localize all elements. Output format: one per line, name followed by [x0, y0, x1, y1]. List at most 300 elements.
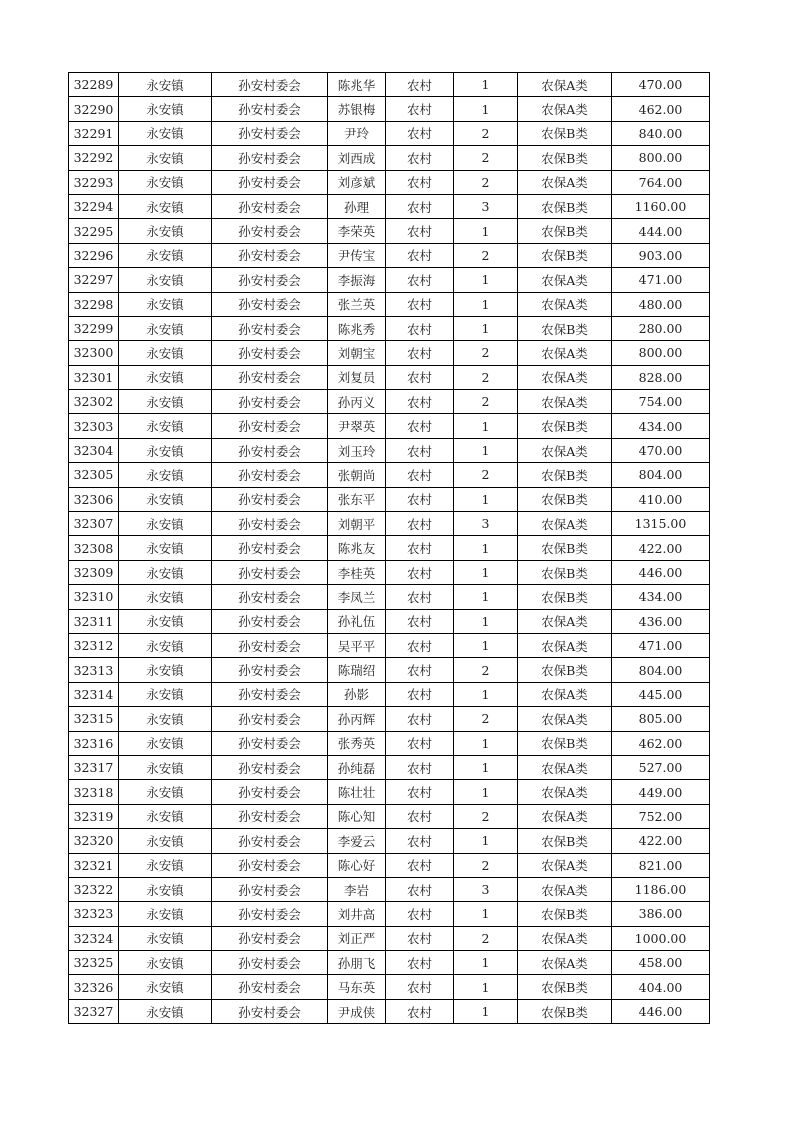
village-committee-cell: 孙安村委会: [212, 877, 328, 901]
village-committee-cell: 孙安村委会: [212, 975, 328, 999]
town-cell: 永安镇: [119, 755, 212, 779]
row-id-cell: 32312: [69, 633, 119, 657]
name-cell: 苏银梅: [328, 97, 386, 121]
subsidy-table: [68, 72, 710, 1024]
table-row: [69, 658, 710, 682]
name-cell: 李振海: [328, 268, 386, 292]
row-id-cell: 32294: [69, 194, 119, 218]
name-cell: 刘朝宝: [328, 341, 386, 365]
row-id-cell: 32314: [69, 682, 119, 706]
insurance-category-cell: 农保A类: [518, 804, 612, 828]
table-row: [69, 97, 710, 121]
table-row: [69, 536, 710, 560]
insurance-category-cell: 农保B类: [518, 731, 612, 755]
insurance-category-cell: 农保B类: [518, 560, 612, 584]
name-cell: 陈心知: [328, 804, 386, 828]
town-cell: 永安镇: [119, 219, 212, 243]
town-cell: 永安镇: [119, 536, 212, 560]
town-cell: 永安镇: [119, 951, 212, 975]
household-type-cell: 农村: [386, 219, 454, 243]
town-cell: 永安镇: [119, 902, 212, 926]
row-id-cell: 32322: [69, 877, 119, 901]
household-type-cell: 农村: [386, 463, 454, 487]
people-count-cell: 1: [454, 438, 518, 462]
row-id-cell: 32304: [69, 438, 119, 462]
town-cell: 永安镇: [119, 633, 212, 657]
name-cell: 孙朋飞: [328, 951, 386, 975]
town-cell: 永安镇: [119, 365, 212, 389]
village-committee-cell: 孙安村委会: [212, 951, 328, 975]
household-type-cell: 农村: [386, 731, 454, 755]
people-count-cell: 1: [454, 755, 518, 779]
insurance-category-cell: 农保A类: [518, 73, 612, 97]
people-count-cell: 1: [454, 633, 518, 657]
row-id-cell: 32297: [69, 268, 119, 292]
row-id-cell: 32320: [69, 829, 119, 853]
table-row: [69, 609, 710, 633]
row-id-cell: 32316: [69, 731, 119, 755]
people-count-cell: 1: [454, 902, 518, 926]
row-id-cell: 32305: [69, 463, 119, 487]
village-committee-cell: 孙安村委会: [212, 292, 328, 316]
people-count-cell: 2: [454, 658, 518, 682]
row-id-cell: 32327: [69, 999, 119, 1023]
town-cell: 永安镇: [119, 585, 212, 609]
village-committee-cell: 孙安村委会: [212, 438, 328, 462]
insurance-category-cell: 农保B类: [518, 146, 612, 170]
name-cell: 刘玉玲: [328, 438, 386, 462]
table-row: [69, 560, 710, 584]
insurance-category-cell: 农保A类: [518, 682, 612, 706]
amount-cell: 449.00: [612, 780, 710, 804]
insurance-category-cell: 农保B类: [518, 243, 612, 267]
table-row: [69, 975, 710, 999]
name-cell: 李凤兰: [328, 585, 386, 609]
insurance-category-cell: 农保B类: [518, 316, 612, 340]
amount-cell: 280.00: [612, 316, 710, 340]
amount-cell: 422.00: [612, 536, 710, 560]
village-committee-cell: 孙安村委会: [212, 97, 328, 121]
town-cell: 永安镇: [119, 146, 212, 170]
insurance-category-cell: 农保B类: [518, 585, 612, 609]
table-row: [69, 853, 710, 877]
town-cell: 永安镇: [119, 877, 212, 901]
insurance-category-cell: 农保A类: [518, 341, 612, 365]
row-id-cell: 32311: [69, 609, 119, 633]
insurance-category-cell: 农保A类: [518, 438, 612, 462]
town-cell: 永安镇: [119, 463, 212, 487]
amount-cell: 800.00: [612, 341, 710, 365]
row-id-cell: 32313: [69, 658, 119, 682]
amount-cell: 386.00: [612, 902, 710, 926]
household-type-cell: 农村: [386, 365, 454, 389]
people-count-cell: 2: [454, 243, 518, 267]
people-count-cell: 2: [454, 121, 518, 145]
people-count-cell: 1: [454, 999, 518, 1023]
table-row: [69, 365, 710, 389]
household-type-cell: 农村: [386, 926, 454, 950]
people-count-cell: 1: [454, 73, 518, 97]
village-committee-cell: 孙安村委会: [212, 121, 328, 145]
table-row: [69, 438, 710, 462]
name-cell: 陈兆华: [328, 73, 386, 97]
insurance-category-cell: 农保A类: [518, 292, 612, 316]
town-cell: 永安镇: [119, 414, 212, 438]
people-count-cell: 2: [454, 170, 518, 194]
people-count-cell: 1: [454, 560, 518, 584]
amount-cell: 804.00: [612, 463, 710, 487]
household-type-cell: 农村: [386, 292, 454, 316]
household-type-cell: 农村: [386, 755, 454, 779]
name-cell: 李桂英: [328, 560, 386, 584]
amount-cell: 527.00: [612, 755, 710, 779]
household-type-cell: 农村: [386, 780, 454, 804]
household-type-cell: 农村: [386, 609, 454, 633]
village-committee-cell: 孙安村委会: [212, 512, 328, 536]
household-type-cell: 农村: [386, 341, 454, 365]
table-row: [69, 926, 710, 950]
village-committee-cell: 孙安村委会: [212, 658, 328, 682]
table-row: [69, 633, 710, 657]
insurance-category-cell: 农保A类: [518, 707, 612, 731]
row-id-cell: 32289: [69, 73, 119, 97]
household-type-cell: 农村: [386, 951, 454, 975]
household-type-cell: 农村: [386, 853, 454, 877]
amount-cell: 436.00: [612, 609, 710, 633]
household-type-cell: 农村: [386, 999, 454, 1023]
people-count-cell: 2: [454, 341, 518, 365]
people-count-cell: 1: [454, 585, 518, 609]
table-body: [69, 73, 710, 1024]
household-type-cell: 农村: [386, 658, 454, 682]
name-cell: 孙纯磊: [328, 755, 386, 779]
row-id-cell: 32323: [69, 902, 119, 926]
household-type-cell: 农村: [386, 804, 454, 828]
amount-cell: 434.00: [612, 414, 710, 438]
household-type-cell: 农村: [386, 97, 454, 121]
people-count-cell: 1: [454, 609, 518, 633]
town-cell: 永安镇: [119, 999, 212, 1023]
name-cell: 陈瑞绍: [328, 658, 386, 682]
town-cell: 永安镇: [119, 438, 212, 462]
household-type-cell: 农村: [386, 512, 454, 536]
row-id-cell: 32306: [69, 487, 119, 511]
people-count-cell: 1: [454, 829, 518, 853]
insurance-category-cell: 农保B类: [518, 121, 612, 145]
village-committee-cell: 孙安村委会: [212, 146, 328, 170]
table-row: [69, 780, 710, 804]
name-cell: 尹传宝: [328, 243, 386, 267]
row-id-cell: 32310: [69, 585, 119, 609]
household-type-cell: 农村: [386, 73, 454, 97]
row-id-cell: 32308: [69, 536, 119, 560]
table-row: [69, 316, 710, 340]
village-committee-cell: 孙安村委会: [212, 902, 328, 926]
village-committee-cell: 孙安村委会: [212, 999, 328, 1023]
name-cell: 刘西成: [328, 146, 386, 170]
insurance-category-cell: 农保B类: [518, 219, 612, 243]
town-cell: 永安镇: [119, 658, 212, 682]
village-committee-cell: 孙安村委会: [212, 926, 328, 950]
people-count-cell: 3: [454, 512, 518, 536]
household-type-cell: 农村: [386, 585, 454, 609]
town-cell: 永安镇: [119, 853, 212, 877]
people-count-cell: 1: [454, 219, 518, 243]
amount-cell: 470.00: [612, 73, 710, 97]
town-cell: 永安镇: [119, 341, 212, 365]
village-committee-cell: 孙安村委会: [212, 804, 328, 828]
insurance-category-cell: 农保A类: [518, 926, 612, 950]
name-cell: 刘彦斌: [328, 170, 386, 194]
name-cell: 张兰英: [328, 292, 386, 316]
name-cell: 刘复员: [328, 365, 386, 389]
village-committee-cell: 孙安村委会: [212, 536, 328, 560]
table-row: [69, 146, 710, 170]
row-id-cell: 32291: [69, 121, 119, 145]
town-cell: 永安镇: [119, 512, 212, 536]
row-id-cell: 32326: [69, 975, 119, 999]
name-cell: 刘井高: [328, 902, 386, 926]
table-row: [69, 170, 710, 194]
row-id-cell: 32315: [69, 707, 119, 731]
table-row: [69, 292, 710, 316]
people-count-cell: 1: [454, 731, 518, 755]
amount-cell: 800.00: [612, 146, 710, 170]
insurance-category-cell: 农保B类: [518, 414, 612, 438]
household-type-cell: 农村: [386, 902, 454, 926]
table-row: [69, 902, 710, 926]
people-count-cell: 2: [454, 365, 518, 389]
name-cell: 孙影: [328, 682, 386, 706]
insurance-category-cell: 农保A类: [518, 951, 612, 975]
town-cell: 永安镇: [119, 560, 212, 584]
people-count-cell: 2: [454, 707, 518, 731]
village-committee-cell: 孙安村委会: [212, 243, 328, 267]
row-id-cell: 32324: [69, 926, 119, 950]
household-type-cell: 农村: [386, 146, 454, 170]
table-row: [69, 585, 710, 609]
row-id-cell: 32299: [69, 316, 119, 340]
village-committee-cell: 孙安村委会: [212, 170, 328, 194]
household-type-cell: 农村: [386, 316, 454, 340]
insurance-category-cell: 农保A类: [518, 609, 612, 633]
insurance-category-cell: 农保B类: [518, 463, 612, 487]
table-row: [69, 951, 710, 975]
insurance-category-cell: 农保B类: [518, 536, 612, 560]
household-type-cell: 农村: [386, 121, 454, 145]
amount-cell: 1315.00: [612, 512, 710, 536]
town-cell: 永安镇: [119, 170, 212, 194]
row-id-cell: 32303: [69, 414, 119, 438]
amount-cell: 828.00: [612, 365, 710, 389]
village-committee-cell: 孙安村委会: [212, 633, 328, 657]
household-type-cell: 农村: [386, 390, 454, 414]
household-type-cell: 农村: [386, 707, 454, 731]
table-row: [69, 487, 710, 511]
table-row: [69, 243, 710, 267]
row-id-cell: 32317: [69, 755, 119, 779]
household-type-cell: 农村: [386, 487, 454, 511]
amount-cell: 1000.00: [612, 926, 710, 950]
household-type-cell: 农村: [386, 194, 454, 218]
village-committee-cell: 孙安村委会: [212, 268, 328, 292]
amount-cell: 1160.00: [612, 194, 710, 218]
insurance-category-cell: 农保A类: [518, 755, 612, 779]
table-row: [69, 219, 710, 243]
row-id-cell: 32319: [69, 804, 119, 828]
name-cell: 刘朝平: [328, 512, 386, 536]
amount-cell: 470.00: [612, 438, 710, 462]
town-cell: 永安镇: [119, 97, 212, 121]
row-id-cell: 32292: [69, 146, 119, 170]
amount-cell: 480.00: [612, 292, 710, 316]
name-cell: 张秀英: [328, 731, 386, 755]
table-row: [69, 512, 710, 536]
name-cell: 陈兆秀: [328, 316, 386, 340]
household-type-cell: 农村: [386, 170, 454, 194]
people-count-cell: 1: [454, 268, 518, 292]
amount-cell: 821.00: [612, 853, 710, 877]
insurance-category-cell: 农保A类: [518, 512, 612, 536]
name-cell: 孙丙辉: [328, 707, 386, 731]
amount-cell: 422.00: [612, 829, 710, 853]
table-row: [69, 999, 710, 1023]
household-type-cell: 农村: [386, 268, 454, 292]
people-count-cell: 1: [454, 487, 518, 511]
amount-cell: 471.00: [612, 268, 710, 292]
town-cell: 永安镇: [119, 390, 212, 414]
people-count-cell: 2: [454, 804, 518, 828]
name-cell: 尹玲: [328, 121, 386, 145]
people-count-cell: 2: [454, 146, 518, 170]
town-cell: 永安镇: [119, 121, 212, 145]
village-committee-cell: 孙安村委会: [212, 755, 328, 779]
town-cell: 永安镇: [119, 707, 212, 731]
insurance-category-cell: 农保B类: [518, 975, 612, 999]
household-type-cell: 农村: [386, 975, 454, 999]
row-id-cell: 32302: [69, 390, 119, 414]
town-cell: 永安镇: [119, 609, 212, 633]
name-cell: 李荣英: [328, 219, 386, 243]
amount-cell: 444.00: [612, 219, 710, 243]
village-committee-cell: 孙安村委会: [212, 73, 328, 97]
table-row: [69, 731, 710, 755]
insurance-category-cell: 农保A类: [518, 268, 612, 292]
table-row: [69, 463, 710, 487]
people-count-cell: 3: [454, 877, 518, 901]
amount-cell: 458.00: [612, 951, 710, 975]
people-count-cell: 2: [454, 463, 518, 487]
insurance-category-cell: 农保A类: [518, 853, 612, 877]
row-id-cell: 32300: [69, 341, 119, 365]
village-committee-cell: 孙安村委会: [212, 390, 328, 414]
row-id-cell: 32309: [69, 560, 119, 584]
village-committee-cell: 孙安村委会: [212, 707, 328, 731]
household-type-cell: 农村: [386, 536, 454, 560]
insurance-category-cell: 农保B类: [518, 658, 612, 682]
name-cell: 尹翠英: [328, 414, 386, 438]
household-type-cell: 农村: [386, 560, 454, 584]
row-id-cell: 32293: [69, 170, 119, 194]
household-type-cell: 农村: [386, 633, 454, 657]
insurance-category-cell: 农保A类: [518, 170, 612, 194]
village-committee-cell: 孙安村委会: [212, 682, 328, 706]
people-count-cell: 1: [454, 682, 518, 706]
table-row: [69, 682, 710, 706]
table-row: [69, 268, 710, 292]
village-committee-cell: 孙安村委会: [212, 585, 328, 609]
row-id-cell: 32318: [69, 780, 119, 804]
household-type-cell: 农村: [386, 243, 454, 267]
town-cell: 永安镇: [119, 682, 212, 706]
amount-cell: 805.00: [612, 707, 710, 731]
people-count-cell: 1: [454, 97, 518, 121]
name-cell: 孙礼伍: [328, 609, 386, 633]
row-id-cell: 32296: [69, 243, 119, 267]
people-count-cell: 1: [454, 780, 518, 804]
people-count-cell: 1: [454, 536, 518, 560]
row-id-cell: 32321: [69, 853, 119, 877]
household-type-cell: 农村: [386, 438, 454, 462]
amount-cell: 903.00: [612, 243, 710, 267]
household-type-cell: 农村: [386, 877, 454, 901]
village-committee-cell: 孙安村委会: [212, 219, 328, 243]
village-committee-cell: 孙安村委会: [212, 829, 328, 853]
town-cell: 永安镇: [119, 487, 212, 511]
household-type-cell: 农村: [386, 829, 454, 853]
amount-cell: 446.00: [612, 999, 710, 1023]
table-row: [69, 341, 710, 365]
table-row: [69, 194, 710, 218]
village-committee-cell: 孙安村委会: [212, 731, 328, 755]
insurance-category-cell: 农保B类: [518, 902, 612, 926]
name-cell: 尹成侠: [328, 999, 386, 1023]
table-row: [69, 121, 710, 145]
amount-cell: 410.00: [612, 487, 710, 511]
amount-cell: 471.00: [612, 633, 710, 657]
table-row: [69, 390, 710, 414]
name-cell: 刘正严: [328, 926, 386, 950]
village-committee-cell: 孙安村委会: [212, 194, 328, 218]
table-row: [69, 755, 710, 779]
amount-cell: 752.00: [612, 804, 710, 828]
village-committee-cell: 孙安村委会: [212, 365, 328, 389]
insurance-category-cell: 农保B类: [518, 829, 612, 853]
amount-cell: 840.00: [612, 121, 710, 145]
people-count-cell: 1: [454, 292, 518, 316]
amount-cell: 764.00: [612, 170, 710, 194]
people-count-cell: 1: [454, 316, 518, 340]
village-committee-cell: 孙安村委会: [212, 487, 328, 511]
people-count-cell: 3: [454, 194, 518, 218]
name-cell: 陈壮壮: [328, 780, 386, 804]
table-row: [69, 707, 710, 731]
town-cell: 永安镇: [119, 780, 212, 804]
row-id-cell: 32325: [69, 951, 119, 975]
row-id-cell: 32298: [69, 292, 119, 316]
town-cell: 永安镇: [119, 194, 212, 218]
row-id-cell: 32307: [69, 512, 119, 536]
row-id-cell: 32301: [69, 365, 119, 389]
table-row: [69, 73, 710, 97]
insurance-category-cell: 农保A类: [518, 633, 612, 657]
table-row: [69, 877, 710, 901]
people-count-cell: 1: [454, 975, 518, 999]
amount-cell: 1186.00: [612, 877, 710, 901]
town-cell: 永安镇: [119, 243, 212, 267]
name-cell: 孙理: [328, 194, 386, 218]
people-count-cell: 1: [454, 414, 518, 438]
